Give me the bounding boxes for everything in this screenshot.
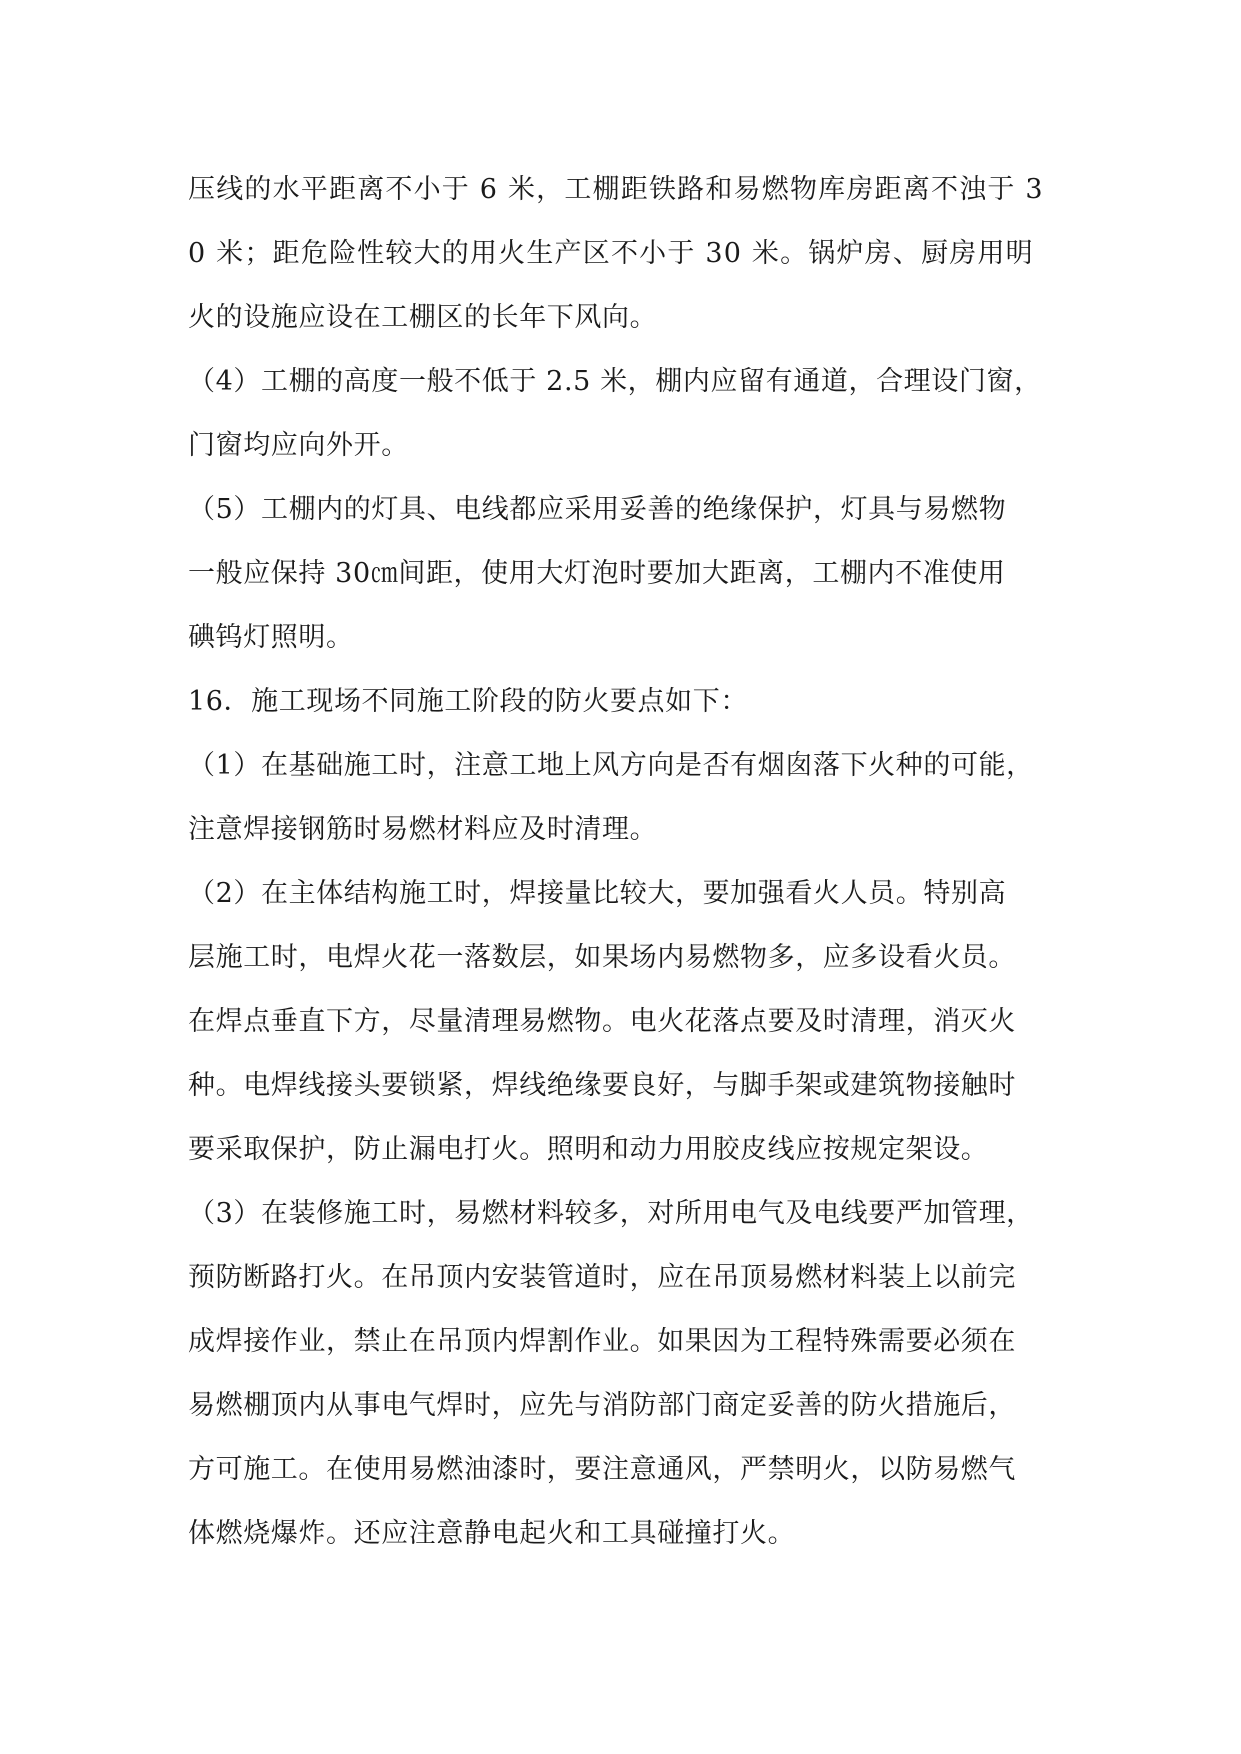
section-heading: 16．施工现场不同施工阶段的防火要点如下：: [188, 686, 748, 717]
text-line: 在焊点垂直下方，尽量清理易燃物。电火花落点要及时清理，消灭火: [188, 1006, 1016, 1037]
text-line: 层施工时，电焊火花一落数层，如果场内易燃物多，应多设看火员。: [188, 942, 1016, 973]
text-line: 易燃棚顶内从事电气焊时，应先与消防部门商定妥善的防火措施后，: [188, 1390, 1016, 1421]
text-line: 门窗均应向外开。: [188, 430, 409, 461]
text-line: 碘钨灯照明。: [188, 622, 354, 653]
text-line: （1）在基础施工时，注意工地上风方向是否有烟囱落下火种的可能，: [188, 750, 1034, 781]
text-line: 火的设施应设在工棚区的长年下风向。: [188, 302, 658, 333]
text-line: （2）在主体结构施工时，焊接量比较大，要加强看火人员。特别高: [188, 878, 1007, 909]
text-line: 体燃烧爆炸。还应注意静电起火和工具碰撞打火。: [188, 1518, 796, 1549]
text-line: 压线的水平距离不小于 6 米，工棚距铁路和易燃物库房距离不浊于 3: [188, 174, 1044, 205]
text-line: 成焊接作业，禁止在吊顶内焊割作业。如果因为工程特殊需要必须在: [188, 1326, 1016, 1357]
text-line: （4）工棚的高度一般不低于 2.5 米，棚内应留有通道，合理设门窗，: [188, 366, 1042, 397]
text-line: 一般应保持 30㎝间距，使用大灯泡时要加大距离，工棚内不准使用: [188, 558, 1006, 589]
text-line: 方可施工。在使用易燃油漆时，要注意通风，严禁明火，以防易燃气: [188, 1454, 1016, 1485]
text-line: 注意焊接钢筋时易燃材料应及时清理。: [188, 814, 658, 845]
body-text: [188, 158, 1068, 1566]
text-line: 种。电焊线接头要锁紧，焊线绝缘要良好，与脚手架或建筑物接触时: [188, 1070, 1016, 1101]
text-line: 预防断路打火。在吊顶内安装管道时，应在吊顶易燃材料装上以前完: [188, 1262, 1016, 1293]
text-line: （3）在装修施工时，易燃材料较多，对所用电气及电线要严加管理，: [188, 1198, 1034, 1229]
text-line: 要采取保护，防止漏电打火。照明和动力用胶皮线应按规定架设。: [188, 1134, 989, 1165]
text-line: 0 米；距危险性较大的用火生产区不小于 30 米。锅炉房、厨房用明: [188, 238, 1034, 269]
text-line: （5）工棚内的灯具、电线都应采用妥善的绝缘保护，灯具与易燃物: [188, 494, 1007, 525]
